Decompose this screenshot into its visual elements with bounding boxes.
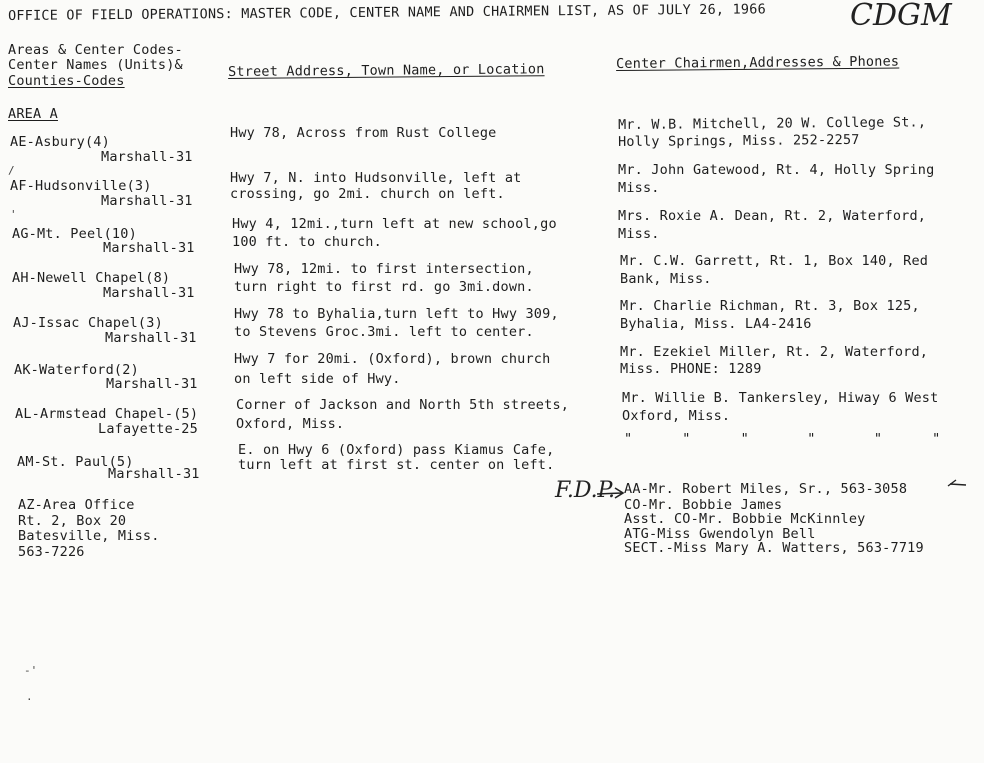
chairman-line2: Oxford, Miss. xyxy=(622,408,731,424)
officer-aa: AA-Mr. Robert Miles, Sr., 563-3058 xyxy=(624,481,908,497)
location-line2: 100 ft. to church. xyxy=(232,234,382,250)
officer-co: CO-Mr. Bobbie James xyxy=(624,497,783,513)
county-code: Marshall-31 xyxy=(101,193,193,209)
center-name: AE-Asbury(4) xyxy=(10,134,110,150)
chairman-line1: Mr. Charlie Richman, Rt. 3, Box 125, xyxy=(620,298,920,314)
ditto-marks: " " " " " " xyxy=(624,431,941,447)
officer-atg: ATG-Miss Gwendolyn Bell xyxy=(624,526,816,542)
chairman-line2: Miss. xyxy=(618,226,660,242)
county-code: Marshall-31 xyxy=(103,285,195,301)
county-code: Marshall-31 xyxy=(103,240,195,256)
header-col2: Street Address, Town Name, or Location xyxy=(228,61,545,80)
location-line1: Hwy 78, Across from Rust College xyxy=(230,125,497,141)
scan-mark: ' xyxy=(10,208,17,221)
center-name: AM-St. Paul(5) xyxy=(17,454,134,470)
chairman-line2: Miss. PHONE: 1289 xyxy=(620,361,762,377)
location-line1: Hwy 7, N. into Hudsonville, left at xyxy=(230,170,522,186)
chairman-line1: Mrs. Roxie A. Dean, Rt. 2, Waterford, xyxy=(618,208,927,224)
location-line1: Hwy 78 to Byhalia,turn left to Hwy 309, xyxy=(234,306,559,322)
chairman-line1: Mr. Willie B. Tankersley, Hiway 6 West xyxy=(622,390,939,406)
officer-secretary: SECT.-Miss Mary A. Watters, 563-7719 xyxy=(624,540,924,556)
header-col1-line1: Areas & Center Codes- xyxy=(8,42,183,58)
chairman-line1: Mr. Ezekiel Miller, Rt. 2, Waterford, xyxy=(620,344,929,360)
chairman-line1: Mr. W.B. Mitchell, 20 W. College St., xyxy=(618,114,927,133)
area-office-phone: 563-7226 xyxy=(18,544,85,560)
officer-asst-co: Asst. CO-Mr. Bobbie McKinnley xyxy=(624,511,866,527)
county-code: Marshall-31 xyxy=(105,330,197,346)
header-col1-line3: Counties-Codes xyxy=(8,73,125,89)
handwritten-check-icon xyxy=(946,476,970,490)
handwritten-stamp: CDGM xyxy=(850,0,952,33)
handwritten-fdp-mark: F.D.P. xyxy=(555,478,616,503)
center-name: AK-Waterford(2) xyxy=(14,362,139,378)
chairman-line2: Holly Springs, Miss. 252-2257 xyxy=(618,131,860,150)
location-line2: on left side of Hwy. xyxy=(234,371,401,387)
center-name: AH-Newell Chapel(8) xyxy=(12,270,171,286)
header-col1-line2: Center Names (Units)& xyxy=(8,57,183,73)
location-line1: E. on Hwy 6 (Oxford) pass Kiamus Cafe, xyxy=(238,442,555,458)
chairman-line2: Byhalia, Miss. LA4-2416 xyxy=(620,316,812,332)
area-office-address: Rt. 2, Box 20 xyxy=(18,513,127,529)
scan-mark: / xyxy=(8,164,15,177)
chairman-line2: Miss. xyxy=(618,180,660,196)
center-name: AJ-Issac Chapel(3) xyxy=(13,315,163,331)
location-line2: turn left at first st. center on left. xyxy=(238,457,555,473)
chairman-line1: Mr. John Gatewood, Rt. 4, Holly Spring xyxy=(618,162,935,178)
scan-mark: -' xyxy=(24,664,38,677)
center-name: AF-Hudsonville(3) xyxy=(10,178,152,194)
header-col3: Center Chairmen,Addresses & Phones xyxy=(616,53,900,72)
county-code: Marshall-31 xyxy=(101,149,193,165)
location-line2: crossing, go 2mi. church on left. xyxy=(230,186,505,202)
area-office-town: Batesville, Miss. xyxy=(18,528,160,544)
location-line1: Hwy 78, 12mi. to first intersection, xyxy=(234,261,534,277)
location-line2: turn right to first rd. go 3mi.down. xyxy=(234,279,534,295)
scan-mark: . xyxy=(26,690,33,703)
document-title: OFFICE OF FIELD OPERATIONS: MASTER CODE, CENTER NAME AND CHAIRMEN LIST, AS OF JULY 26, 1966 xyxy=(8,1,766,24)
county-code: Lafayette-25 xyxy=(98,421,198,437)
location-line2: Oxford, Miss. xyxy=(236,416,345,432)
center-name: AG-Mt. Peel(10) xyxy=(12,226,137,242)
location-line2: to Stevens Groc.3mi. left to center. xyxy=(234,324,534,340)
chairman-line1: Mr. C.W. Garrett, Rt. 1, Box 140, Red xyxy=(620,253,929,269)
county-code: Marshall-31 xyxy=(108,466,200,482)
center-name: AL-Armstead Chapel-(5) xyxy=(15,406,199,422)
chairman-line2: Bank, Miss. xyxy=(620,271,712,287)
county-code: Marshall-31 xyxy=(106,376,198,392)
location-line1: Hwy 7 for 20mi. (Oxford), brown church xyxy=(234,351,551,367)
handwritten-arrow-icon xyxy=(596,486,626,500)
area-office-code: AZ-Area Office xyxy=(18,497,135,513)
location-line1: Corner of Jackson and North 5th streets, xyxy=(236,397,570,413)
location-line1: Hwy 4, 12mi.,turn left at new school,go xyxy=(232,216,557,232)
area-label: AREA A xyxy=(8,106,58,122)
